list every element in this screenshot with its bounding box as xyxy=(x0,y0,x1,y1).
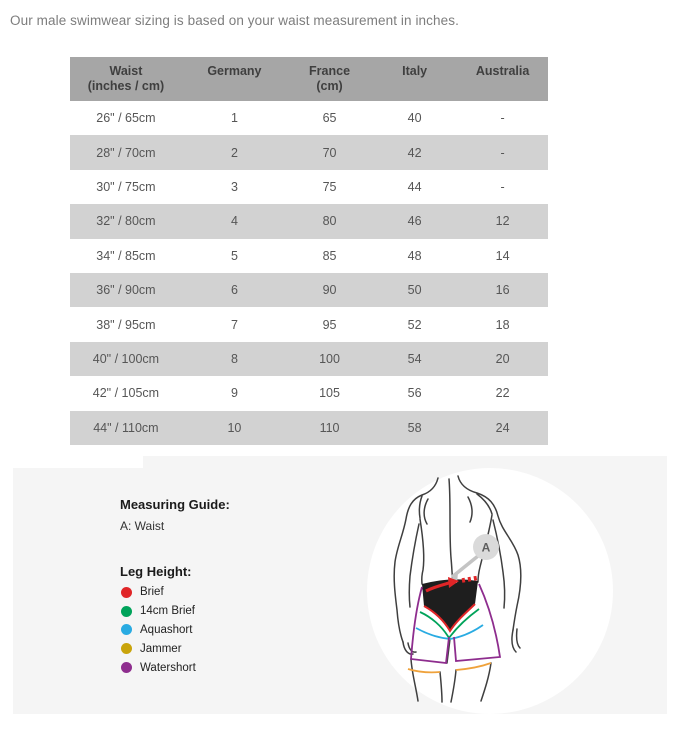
legend-label: 14cm Brief xyxy=(140,605,195,618)
measuring-guide-panel xyxy=(13,456,667,714)
column-header-australia xyxy=(457,57,548,101)
column-header-germany xyxy=(182,57,287,101)
table-row xyxy=(70,135,548,169)
table-row xyxy=(70,170,548,204)
table-cell: - xyxy=(457,135,548,169)
table-cell: 5 xyxy=(182,239,287,273)
table-row xyxy=(70,342,548,376)
column-header-italy xyxy=(372,57,457,101)
table-cell: 56 xyxy=(372,376,457,410)
column-header-line: Germany xyxy=(207,64,262,78)
table-cell: 14 xyxy=(457,239,548,273)
table-row xyxy=(70,239,548,273)
table-cell: 18 xyxy=(457,307,548,341)
table-cell: 44" / 110cm xyxy=(70,411,182,445)
figure-background-circle xyxy=(367,468,613,714)
14cm-brief-dot-icon xyxy=(121,606,132,617)
table-cell: 6 xyxy=(182,273,287,307)
table-row xyxy=(70,411,548,445)
table-cell: 58 xyxy=(372,411,457,445)
table-cell: 24 xyxy=(457,411,548,445)
table-cell: 12 xyxy=(457,204,548,238)
table-cell: 75 xyxy=(287,170,372,204)
table-cell: - xyxy=(457,101,548,135)
table-cell: 54 xyxy=(372,342,457,376)
table-cell: 44 xyxy=(372,170,457,204)
size-table-header-row xyxy=(70,57,548,101)
table-cell: 20 xyxy=(457,342,548,376)
legend-item xyxy=(121,639,196,658)
legend-label: Jammer xyxy=(140,642,182,655)
table-row xyxy=(70,204,548,238)
intro-text: Our male swimwear sizing is based on your waist measurement in inches. xyxy=(10,13,459,28)
brief-dot-icon xyxy=(121,587,132,598)
waist-marker-label: A xyxy=(481,540,491,555)
jammer-dot-icon xyxy=(121,643,132,654)
table-cell: 65 xyxy=(287,101,372,135)
column-header-line: Italy xyxy=(402,64,428,78)
table-cell: 3 xyxy=(182,170,287,204)
table-cell: 1 xyxy=(182,101,287,135)
column-header-line: Australia xyxy=(475,64,530,78)
table-cell: 42 xyxy=(372,135,457,169)
table-cell: 100 xyxy=(287,342,372,376)
table-cell: 26" / 65cm xyxy=(70,101,182,135)
table-cell: 48 xyxy=(372,239,457,273)
table-cell: 8 xyxy=(182,342,287,376)
legend-item xyxy=(121,621,196,640)
table-cell: 46 xyxy=(372,204,457,238)
table-row xyxy=(70,273,548,307)
column-header-line: (inches / cm) xyxy=(87,79,165,93)
legend-label: Brief xyxy=(140,586,164,599)
watershort-dot-icon xyxy=(121,662,132,673)
table-row xyxy=(70,307,548,341)
table-cell: 10 xyxy=(182,411,287,445)
table-cell: 16 xyxy=(457,273,548,307)
column-header-waist xyxy=(70,57,182,101)
leg-height-legend xyxy=(121,583,196,677)
column-header-line: France xyxy=(309,64,351,78)
table-cell: 110 xyxy=(287,411,372,445)
table-cell: 40" / 100cm xyxy=(70,342,182,376)
table-cell: 85 xyxy=(287,239,372,273)
legend-label: Watershort xyxy=(140,661,196,674)
measuring-guide-item: A: Waist xyxy=(120,519,165,533)
table-cell: 2 xyxy=(182,135,287,169)
size-table-body xyxy=(70,101,548,445)
table-cell: 22 xyxy=(457,376,548,410)
table-cell: 34" / 85cm xyxy=(70,239,182,273)
aquashort-dot-icon xyxy=(121,624,132,635)
column-header-line: Waist xyxy=(109,64,143,78)
table-cell: 32" / 80cm xyxy=(70,204,182,238)
table-cell: 4 xyxy=(182,204,287,238)
table-cell: 42" / 105cm xyxy=(70,376,182,410)
table-cell: 90 xyxy=(287,273,372,307)
table-cell: 52 xyxy=(372,307,457,341)
table-cell: 105 xyxy=(287,376,372,410)
table-cell: 7 xyxy=(182,307,287,341)
legend-item xyxy=(121,602,196,621)
table-cell: 40 xyxy=(372,101,457,135)
column-header-line: (cm) xyxy=(316,79,343,93)
table-cell: 70 xyxy=(287,135,372,169)
legend-label: Aquashort xyxy=(140,623,193,636)
column-header-france xyxy=(287,57,372,101)
table-cell: 38" / 95cm xyxy=(70,307,182,341)
table-cell: 28" / 70cm xyxy=(70,135,182,169)
panel-notch xyxy=(13,456,143,468)
legend-item xyxy=(121,583,196,602)
figure-illustration xyxy=(365,466,615,714)
table-cell: 36" / 90cm xyxy=(70,273,182,307)
leg-height-title: Leg Height: xyxy=(120,564,192,579)
table-row xyxy=(70,101,548,135)
table-cell: 50 xyxy=(372,273,457,307)
size-table xyxy=(70,57,548,445)
table-row xyxy=(70,376,548,410)
table-cell: 30" / 75cm xyxy=(70,170,182,204)
table-cell: - xyxy=(457,170,548,204)
legend-item xyxy=(121,658,196,677)
waist-measure-dashes xyxy=(462,578,477,581)
table-cell: 95 xyxy=(287,307,372,341)
table-cell: 80 xyxy=(287,204,372,238)
measuring-guide-title: Measuring Guide: xyxy=(120,497,230,512)
table-cell: 9 xyxy=(182,376,287,410)
